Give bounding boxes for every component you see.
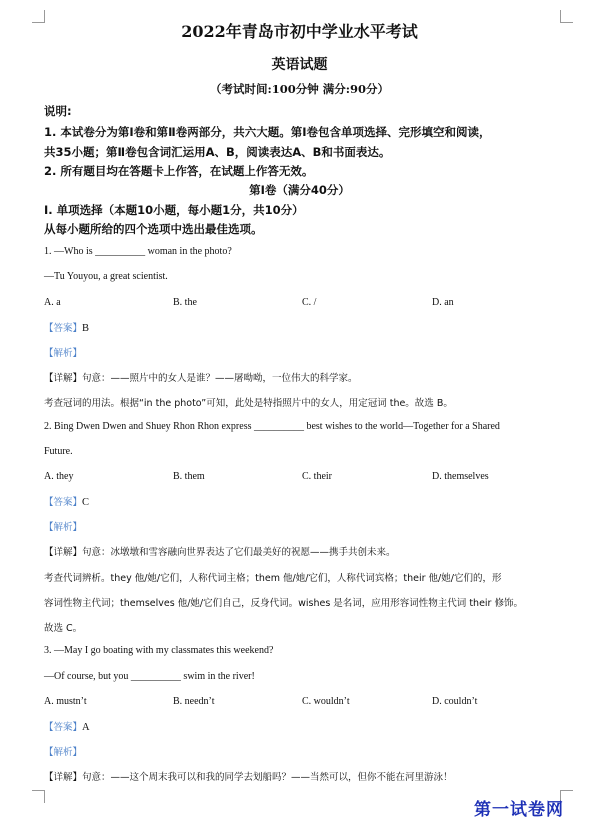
question-1-stem: 1. —Who is __________ woman in the photo? bbox=[44, 246, 232, 257]
question-3-answer: 【答案】A bbox=[44, 722, 90, 733]
question-2-stem: 2. Bing Dwen Dwen and Shuey Rhon Rhon express __________ best wishes to the world—Together for a Shared bbox=[44, 421, 500, 432]
exam-info: （考试时间:100分钟 满分:90分） bbox=[209, 82, 389, 96]
instruction-2: 2. 所有题目均在答题卡上作答，在试题上作答无效。 bbox=[44, 164, 314, 178]
question-1-option-b: B. the bbox=[173, 297, 197, 308]
question-3-option-d: D. couldn’t bbox=[432, 696, 478, 707]
question-1-detail-1: 【详解】句意：——照片中的女人是谁？——屠呦呦，一位伟大的科学家。 bbox=[44, 373, 358, 384]
question-1-detail-2: 考查冠词的用法。根据“in the photo”可知，此处是特指照片中的女人，用定冠词 the。故选 B。 bbox=[44, 398, 453, 409]
question-2-option-a: A. they bbox=[44, 471, 74, 482]
instructions-heading: 说明: bbox=[44, 104, 72, 118]
question-1-option-a: A. a bbox=[44, 297, 61, 308]
question-1-analysis-label: 【解析】 bbox=[44, 348, 83, 359]
instruction-1-line-1: 1. 本试卷分为第Ⅰ卷和第Ⅱ卷两部分，共六大题。第Ⅰ卷包含单项选择、完形填空和阅读， bbox=[44, 125, 491, 139]
section-subheading: 从每小题所给的四个选项中选出最佳选项。 bbox=[44, 222, 263, 236]
question-2-option-b: B. them bbox=[173, 471, 205, 482]
question-3-option-c: C. wouldn’t bbox=[302, 696, 350, 707]
question-1-stem-2: —Tu Youyou, a great scientist. bbox=[44, 271, 168, 282]
question-2-answer: 【答案】C bbox=[44, 497, 90, 508]
instruction-1-line-2: 共35小题；第Ⅱ卷包含词汇运用A、B，阅读表达A、B和书面表达。 bbox=[44, 145, 391, 159]
question-2-analysis-label: 【解析】 bbox=[44, 522, 83, 533]
exam-subject: 英语试题 bbox=[271, 57, 328, 73]
question-3-option-b: B. needn’t bbox=[173, 696, 215, 707]
question-3-stem-2: —Of course, but you __________ swim in the river! bbox=[44, 671, 255, 682]
watermark-logo: 第一试卷网 bbox=[474, 800, 564, 820]
question-3-detail-1: 【详解】句意：——这个周末我可以和我的同学去划船吗？——当然可以，但你不能在河里游泳！ bbox=[44, 772, 453, 783]
question-2-option-c: C. their bbox=[302, 471, 332, 482]
exam-title: 2022年青岛市初中学业水平考试 bbox=[181, 22, 418, 41]
question-2-detail-1: 【详解】句意：冰墩墩和雪容融向世界表达了它们最美好的祝愿——携手共创未来。 bbox=[44, 547, 396, 558]
section-heading: I. 单项选择（本题10小题，每小题1分，共10分） bbox=[44, 203, 304, 217]
question-2-detail-3: 容词性物主代词；themselves 他/她/它们自己，反身代词。wishes 是名词，应用形容词性物主代词 their 修饰。 bbox=[44, 598, 523, 609]
question-1-answer: 【答案】B bbox=[44, 323, 90, 334]
question-1-option-d: D. an bbox=[432, 297, 454, 308]
question-3-option-a: A. mustn’t bbox=[44, 696, 87, 707]
question-1-option-c: C. / bbox=[302, 297, 317, 308]
question-2-detail-4: 故选 C。 bbox=[44, 623, 83, 634]
question-3-stem: 3. —May I go boating with my classmates this weekend? bbox=[44, 645, 274, 656]
question-2-stem-2: Future. bbox=[44, 446, 73, 457]
part-title: 第Ⅰ卷（满分40分） bbox=[249, 183, 350, 197]
question-2-detail-2: 考查代词辨析。they 他/她/它们，人称代词主格；them 他/她/它们，人称代词宾格；their 他/她/它们的，形 bbox=[44, 573, 502, 584]
question-3-analysis-label: 【解析】 bbox=[44, 747, 83, 758]
crop-mark-bottom-left bbox=[32, 790, 45, 803]
question-2-option-d: D. themselves bbox=[432, 471, 489, 482]
